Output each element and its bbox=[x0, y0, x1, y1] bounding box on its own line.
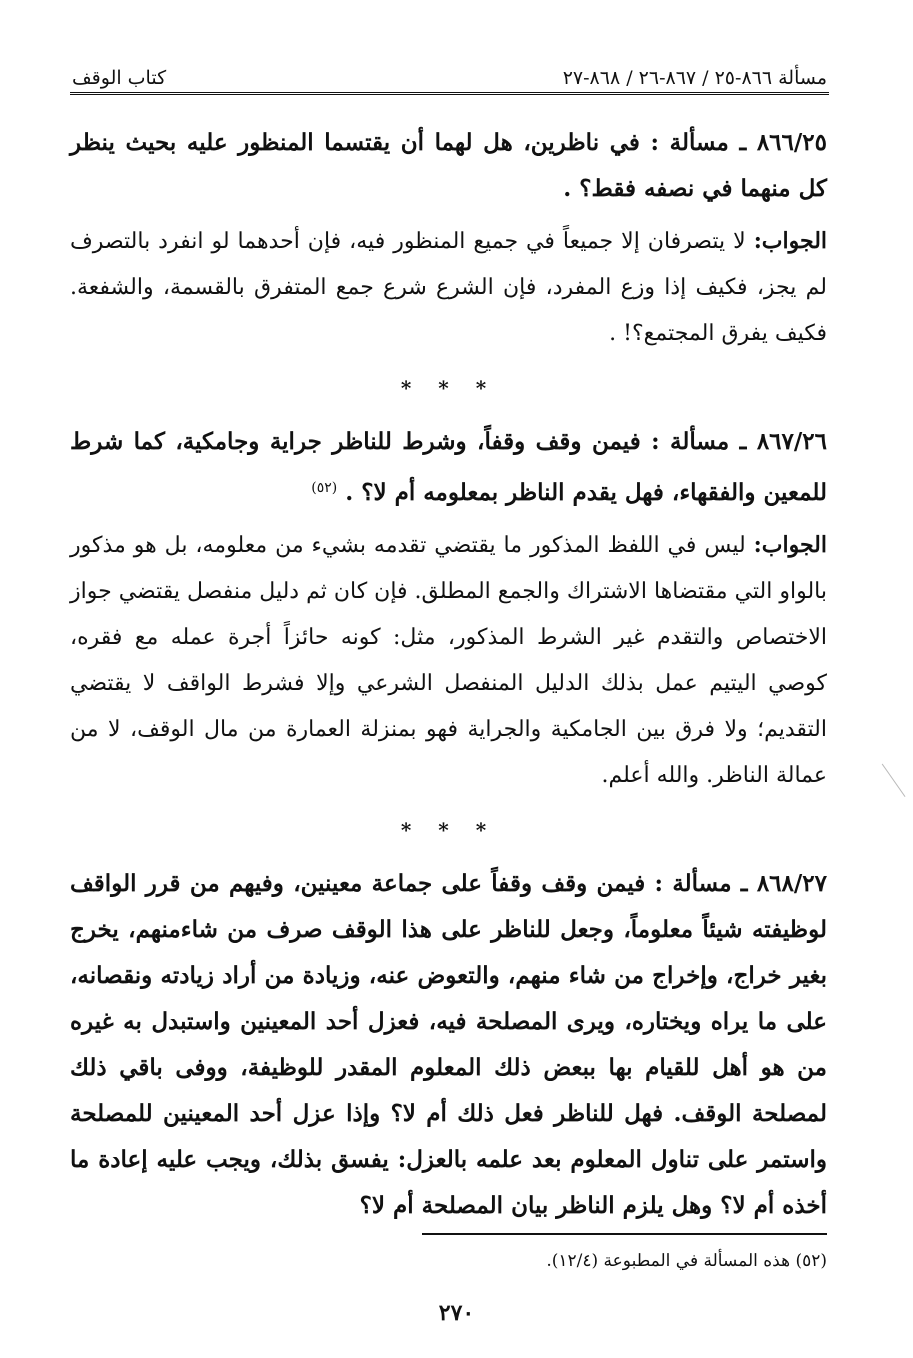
page-body bbox=[70, 120, 827, 1235]
running-head bbox=[72, 62, 827, 90]
page-number: ٢٧٠ bbox=[438, 1300, 475, 1326]
section-separator: * * * bbox=[400, 818, 497, 842]
answer-867 bbox=[70, 522, 827, 799]
question-868: ٨٦٨/٢٧ ـ مسألة : فيمن وقف وقفاً على جماعة معينين، وفيهم من قرر الواقف لوظيفته شيئاً معلوماً، وجعل للناظر على هذا الوقف صرف من شاءمنهم، يخرج بغير خراج، وإخراج من شاء منهم، والتعوض عنه، وزيادة من أراد زيادته ونقصانه، على ما يراه ويختاره، ويرى المصلحة فيه، فعزل أحد المعينين واستبدل به غيره من هو أهل للقيام بها ببعض ذلك المعلوم المقدر للوظيفة، ووفى باقي ذلك لمصلحة الوقف. فهل للناظر فعل ذلك أم لا؟ وإذا عزل أحد المعينين للمصلحة واستمر على تناول المعلوم بعد علمه بالعزل: يفسق بذلك، ويجب عليه إعادة ما أخذه أم لا؟ وهل يلزم الناظر بيان المصلحة أم لا؟ bbox=[70, 870, 827, 1219]
section-separator: * * * bbox=[400, 376, 497, 400]
scan-edge-mark bbox=[882, 763, 907, 797]
answer-866 bbox=[70, 218, 827, 357]
running-head-book-title: كتاب الوقف bbox=[72, 67, 167, 89]
footnote-52: (٥٢) هذه المسألة في المطبوعة (١٢/٤). bbox=[546, 1251, 827, 1271]
header-double-rule bbox=[70, 92, 829, 95]
answer-text: ليس في اللفظ المذكور ما يقتضي تقدمه بشيء من معلومه، بل هو مذكور بالواو التي مقتضاها الاشتراك والجمع المطلق. فإن كان ثم دليل منفصل يقتضي جواز الاختصاص والتقدم غير الشرط المذكور، مثل: كونه حائزاً أجرة عمله مع فقره، كوصي اليتيم عمل بذلك الدليل المنفصل الشرعي وإلا فشرط الواقف لا يقتضي التقديم؛ ولا فرق بين الجامكية والجراية فهو بمنزلة العمارة من مال الوقف، لا من عمالة الناظر. والله أعلم. bbox=[70, 533, 827, 788]
question-866: ٨٦٦/٢٥ ـ مسألة : في ناظرين، هل لهما أن يقتسما المنظور عليه بحيث ينظر كل منهما في نصفه فقط؟ . bbox=[70, 129, 827, 202]
answer-text: لا يتصرفان إلا جميعاً في جميع المنظور فيه، فإن أحدهما لو انفرد بالتصرف لم يجز، فكيف إذا وزع المفرد، فإن الشرع شرع جمع المتفرق بالقسمة، والشفعة. فكيف يفرق المجتمع؟! . bbox=[70, 229, 827, 346]
footnote-reference: (٥٢) bbox=[311, 480, 338, 496]
question-867: ٨٦٧/٢٦ ـ مسألة : فيمن وقف وقفاً، وشرط للناظر جراية وجامكية، كما شرط للمعين والفقهاء، فهل يقدم الناظر بمعلومه أم لا؟ . $^{(٥٢)}$ bbox=[70, 428, 827, 506]
running-head-issue-ref: مسألة ٨٦٦-٢٥ / ٨٦٧-٢٦ / ٨٦٨-٢٧ bbox=[562, 67, 827, 89]
answer-lead: الجواب: bbox=[753, 532, 827, 558]
answer-lead: الجواب: bbox=[753, 228, 828, 254]
footnote-rule bbox=[422, 1233, 827, 1235]
